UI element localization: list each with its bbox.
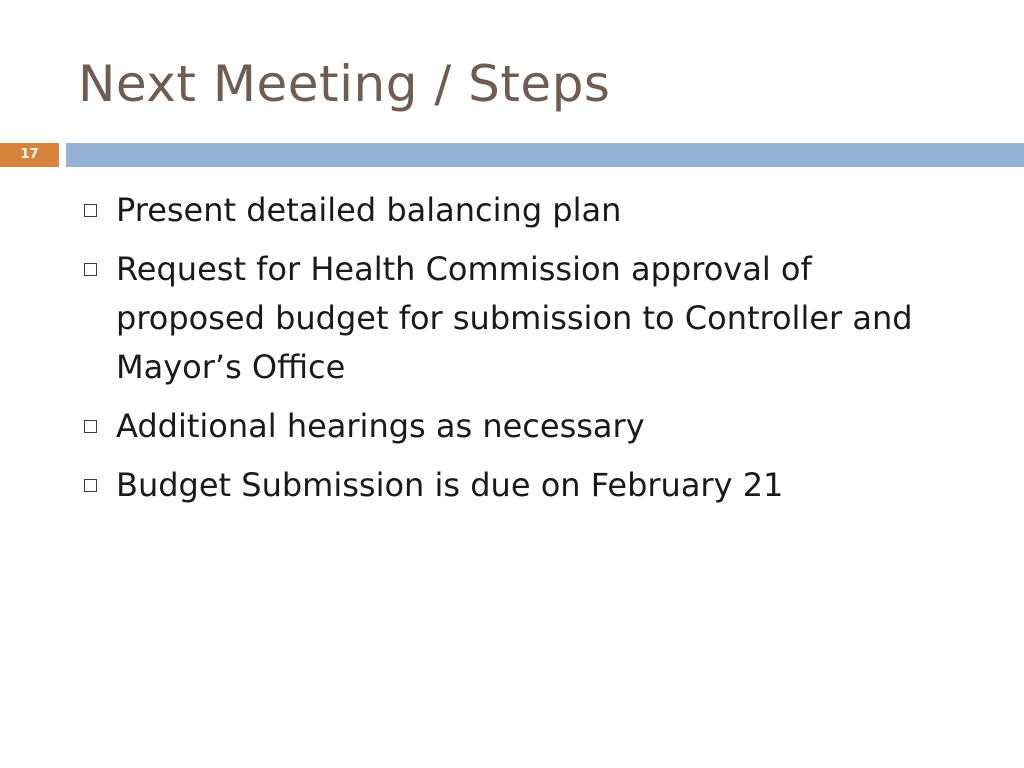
square-bullet-icon <box>84 420 97 433</box>
bullet-list <box>80 186 960 520</box>
page-number-badge: 17 <box>0 143 59 167</box>
square-bullet-icon <box>84 263 97 276</box>
square-bullet-icon <box>84 479 97 492</box>
bullet-item <box>80 186 960 235</box>
title-divider-bar <box>66 143 1024 167</box>
square-bullet-icon <box>84 204 97 217</box>
bullet-item <box>80 245 960 392</box>
bullet-item <box>80 402 960 451</box>
bullet-text: Budget Submission is due on February 21 <box>116 466 784 504</box>
bullet-item <box>80 461 960 510</box>
slide-title: Next Meeting / Steps <box>78 55 611 113</box>
bullet-text: Request for Health Commission approval of proposed budget for submission to Controller and Mayor’s Office <box>116 250 913 386</box>
bullet-text: Additional hearings as necessary <box>116 407 645 445</box>
bullet-text: Present detailed balancing plan <box>116 191 622 229</box>
